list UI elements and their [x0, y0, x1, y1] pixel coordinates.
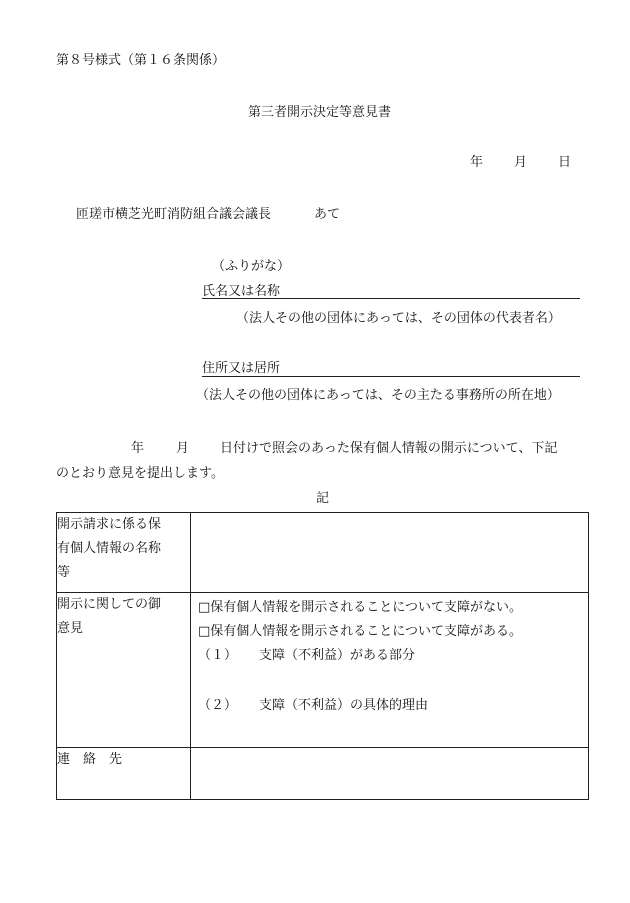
name-note: （法人その他の団体にあっては、その団体の代表者名） — [236, 311, 561, 326]
table-row-opinion — [57, 593, 589, 748]
addressee-name: 匝瑳市横芝光町消防組合議会議長 — [76, 207, 272, 222]
item-1 — [198, 644, 588, 668]
address-label: 住所又は居所 — [202, 361, 281, 376]
table-row-request-name — [57, 513, 589, 593]
opinion-table — [56, 512, 589, 800]
checkbox-icon[interactable]: □ — [198, 600, 211, 615]
item-2 — [198, 694, 588, 718]
date-month[interactable]: 月 — [514, 155, 528, 170]
body-line2: のとおり意見を提出します。 — [56, 466, 224, 481]
ki-heading: 記 — [316, 491, 330, 506]
body-month: 月 — [176, 441, 190, 456]
item-1-number: （１） — [198, 648, 238, 663]
date-day[interactable]: 日 — [558, 155, 572, 170]
furigana-label: （ふりがな） — [212, 259, 291, 274]
item-2-text: 支障（不利益）の具体的理由 — [259, 698, 429, 713]
page-title: 第三者開示決定等意見書 — [248, 105, 392, 120]
checkbox-icon[interactable]: □ — [198, 624, 211, 639]
body-year: 年 — [131, 441, 145, 456]
body-line1: 日付けで照会のあった保有個人情報の開示について、下記 — [220, 441, 558, 456]
contact-label: 連 絡 先 — [57, 748, 191, 800]
address-field-line[interactable] — [202, 376, 580, 377]
date-year[interactable]: 年 — [470, 155, 484, 170]
request-name-label: 開示請求に係る保 有個人情報の名称 等 — [57, 513, 191, 593]
opinion-cell — [191, 593, 589, 748]
request-name-input[interactable] — [191, 513, 589, 593]
option-hindrance[interactable]: □保有個人情報を開示されることについて支障がある。 — [198, 624, 523, 639]
item-1-text: 支障（不利益）がある部分 — [259, 648, 416, 663]
form-number: 第８号様式（第１６条関係） — [56, 53, 226, 68]
addressee-suffix: あて — [314, 207, 341, 222]
name-field-line[interactable] — [202, 298, 580, 299]
opinion-label: 開示に関しての御 意見 — [57, 593, 191, 748]
item-2-number: （２） — [198, 698, 238, 713]
address-note: （法人その他の団体にあっては、その主たる事務所の所在地） — [196, 388, 560, 403]
contact-input[interactable] — [191, 748, 589, 800]
table-row-contact — [57, 748, 589, 800]
name-label: 氏名又は名称 — [202, 284, 281, 299]
option-no-hindrance[interactable]: □保有個人情報を開示されることについて支障がない。 — [198, 600, 523, 615]
